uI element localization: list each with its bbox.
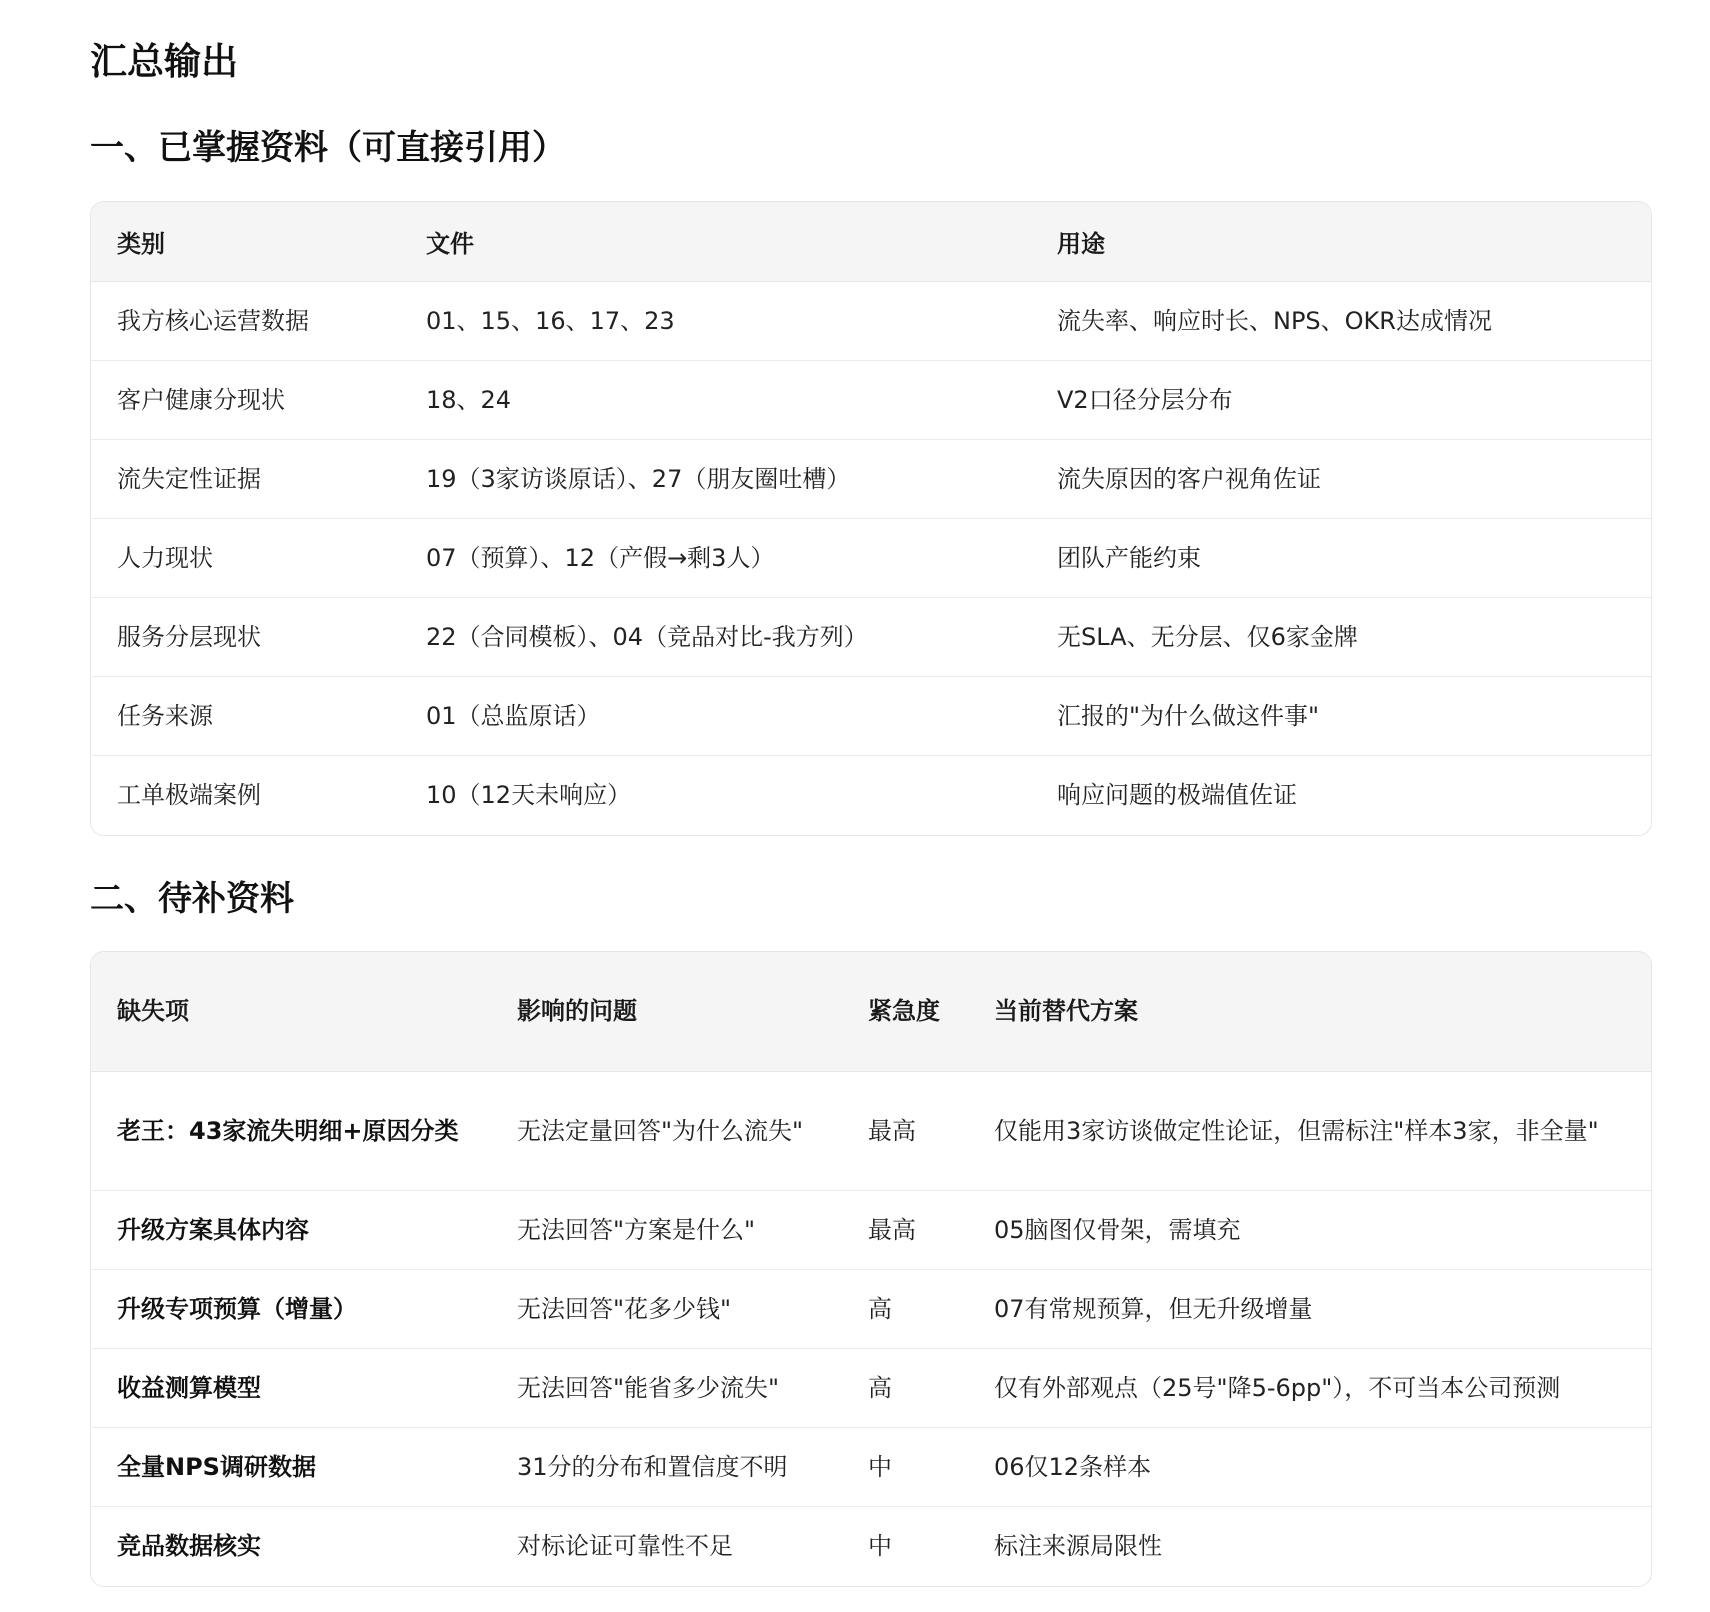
cell-category: 客户健康分现状 bbox=[91, 360, 400, 439]
cell-purpose: 响应问题的极端值佐证 bbox=[1057, 780, 1297, 809]
column-header-missing-item: 缺失项 bbox=[91, 952, 491, 1071]
page-title: 汇总输出 bbox=[90, 40, 238, 83]
cell-urgency: 高 bbox=[842, 1269, 968, 1348]
cell-affected-question: 无法回答"花多少钱" bbox=[491, 1269, 842, 1348]
column-header-category: 类别 bbox=[91, 202, 400, 281]
cell-urgency: 中 bbox=[868, 1531, 892, 1560]
cell-missing-item: 升级专项预算（增量） bbox=[91, 1269, 491, 1348]
cell-current-alternative: 06仅12条样本 bbox=[968, 1427, 1651, 1506]
cell-current-alternative: 标注来源局限性 bbox=[994, 1531, 1162, 1560]
table-row bbox=[91, 518, 1651, 597]
cell-urgency: 最高 bbox=[842, 1190, 968, 1269]
cell-current-alternative: 07有常规预算，但无升级增量 bbox=[968, 1269, 1651, 1348]
cell-missing-item: 升级方案具体内容 bbox=[91, 1190, 491, 1269]
cell-purpose: 汇报的"为什么做这件事" bbox=[1031, 676, 1651, 755]
cell-purpose: 团队产能约束 bbox=[1031, 518, 1651, 597]
cell-affected-question: 对标论证可靠性不足 bbox=[517, 1531, 733, 1560]
cell-affected-question: 无法回答"能省多少流失" bbox=[491, 1348, 842, 1427]
cell-purpose: 流失原因的客户视角佐证 bbox=[1031, 439, 1651, 518]
cell-file: 10（12天未响应） bbox=[426, 780, 632, 809]
table-row bbox=[91, 597, 1651, 676]
table-row bbox=[91, 360, 1651, 439]
column-header-urgency: 紧急度 bbox=[842, 952, 968, 1071]
cell-current-alternative: 仅有外部观点（25号"降5-6pp"），不可当本公司预测 bbox=[968, 1348, 1651, 1427]
cell-missing-item: 收益测算模型 bbox=[91, 1348, 491, 1427]
cell-file: 01、15、16、17、23 bbox=[400, 281, 1031, 360]
cell-affected-question: 无法定量回答"为什么流失" bbox=[491, 1071, 842, 1190]
table-row bbox=[91, 1269, 1651, 1348]
cell-category: 工单极端案例 bbox=[117, 780, 261, 809]
cell-category: 我方核心运营数据 bbox=[91, 281, 400, 360]
cell-current-alternative: 05脑图仅骨架，需填充 bbox=[968, 1190, 1651, 1269]
column-header-file: 文件 bbox=[400, 202, 1031, 281]
table-row bbox=[91, 281, 1651, 360]
cell-urgency: 高 bbox=[842, 1348, 968, 1427]
cell-affected-question: 无法回答"方案是什么" bbox=[491, 1190, 842, 1269]
table-row bbox=[91, 755, 1651, 834]
cell-file: 18、24 bbox=[400, 360, 1031, 439]
cell-missing-item: 全量NPS调研数据 bbox=[91, 1427, 491, 1506]
cell-urgency: 最高 bbox=[842, 1071, 968, 1190]
cell-purpose: V2口径分层分布 bbox=[1031, 360, 1651, 439]
table-row bbox=[91, 1427, 1651, 1506]
available-materials-table bbox=[90, 201, 1652, 836]
table-row bbox=[91, 439, 1651, 518]
cell-file: 07（预算）、12（产假→剩3人） bbox=[400, 518, 1031, 597]
cell-category: 人力现状 bbox=[91, 518, 400, 597]
cell-missing-item: 老王：43家流失明细+原因分类 bbox=[91, 1071, 491, 1190]
missing-materials-table bbox=[90, 951, 1652, 1587]
table-header-row bbox=[91, 202, 1651, 281]
cell-file: 19（3家访谈原话）、27（朋友圈吐槽） bbox=[400, 439, 1031, 518]
table-row bbox=[91, 1506, 1651, 1585]
table-row bbox=[91, 1071, 1651, 1190]
cell-missing-item: 竞品数据核实 bbox=[117, 1531, 261, 1560]
cell-purpose: 流失率、响应时长、NPS、OKR达成情况 bbox=[1031, 281, 1651, 360]
cell-file: 22（合同模板）、04（竞品对比-我方列） bbox=[400, 597, 1031, 676]
table-row bbox=[91, 1348, 1651, 1427]
cell-purpose: 无SLA、无分层、仅6家金牌 bbox=[1031, 597, 1651, 676]
cell-category: 流失定性证据 bbox=[91, 439, 400, 518]
column-header-purpose: 用途 bbox=[1031, 202, 1651, 281]
cell-urgency: 中 bbox=[842, 1427, 968, 1506]
cell-category: 服务分层现状 bbox=[91, 597, 400, 676]
section-heading-available: 一、已掌握资料（可直接引用） bbox=[90, 128, 566, 168]
column-header-affected-question: 影响的问题 bbox=[491, 952, 842, 1071]
table-row bbox=[91, 676, 1651, 755]
section-heading-missing: 二、待补资料 bbox=[90, 879, 294, 919]
column-header-current-alternative: 当前替代方案 bbox=[968, 952, 1651, 1071]
cell-affected-question: 31分的分布和置信度不明 bbox=[491, 1427, 842, 1506]
cell-file: 01（总监原话） bbox=[400, 676, 1031, 755]
table-header-row bbox=[91, 952, 1651, 1071]
cell-category: 任务来源 bbox=[91, 676, 400, 755]
table-row bbox=[91, 1190, 1651, 1269]
cell-current-alternative: 仅能用3家访谈做定性论证，但需标注"样本3家，非全量" bbox=[968, 1071, 1651, 1190]
